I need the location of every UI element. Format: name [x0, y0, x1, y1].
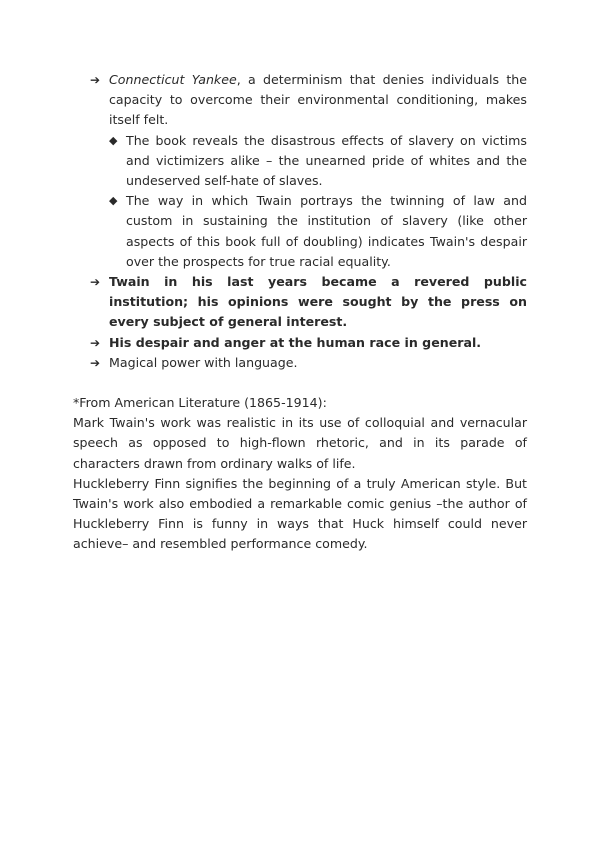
diamond-bullet-icon: ◆ — [109, 194, 118, 208]
source-line: *From American Literature (1865-1914): — [73, 395, 327, 410]
diamond-bullet-icon: ◆ — [109, 133, 118, 147]
bullet-item-public-institution — [90, 272, 527, 333]
bullet-text: , a determinism that denies individuals the capacity to overcome their environmental conditioning, makes itself felt. — [109, 72, 527, 128]
book-title-connecticut-yankee: Connecticut Yankee — [109, 72, 237, 87]
bullet-text: Magical power with language. — [109, 354, 298, 370]
paragraph-american-style: Huckleberry Finn signifies the beginning of a truly American style. But Twain's work also embodied a remarkable comic genius –the author of Huckleberry Finn is funny in ways that Huck himself could never achieve– and resembled performance comedy. — [73, 475, 527, 552]
paragraph-realism: Mark Twain's work was realistic in its use of colloquial and vernacular speech as opposed to high-flown rhetoric, and in its parade of characters drawn from ordinary walks of life. — [73, 415, 527, 471]
notes-section — [73, 393, 527, 555]
arrow-bullet-icon: ➔ — [90, 73, 101, 87]
arrow-bullet-icon: ➔ — [90, 275, 101, 290]
bullet-item-language — [90, 353, 527, 373]
bullet-text: Twain in his last years became a revered public institution; his opinions were sought by the press on every subject of general interest. — [109, 274, 527, 330]
arrow-bullet-icon: ➔ — [90, 355, 101, 370]
sub-bullet-text: The book reveals the disastrous effects of slavery on victims and victimizers alike – the unearned pride of whites and the undeserved self-hate of slaves. — [126, 132, 527, 189]
bullet-item-connecticut-yankee — [90, 70, 527, 131]
bullet-item-despair-and-anger — [90, 333, 527, 353]
bullet-list — [90, 70, 527, 373]
bullet-text: His despair and anger at the human race in general. — [109, 334, 482, 350]
sub-bullet-text: The way in which Twain portrays the twinning of law and custom in sustaining the institution of slavery (like other aspects of this book full of doubling) indicates Twain's despair over the prospects for true racial equality. — [126, 193, 527, 269]
sub-bullet-law-and-custom — [90, 191, 527, 272]
arrow-bullet-icon: ➔ — [90, 335, 101, 350]
sub-bullet-slavery-effects — [90, 131, 527, 192]
